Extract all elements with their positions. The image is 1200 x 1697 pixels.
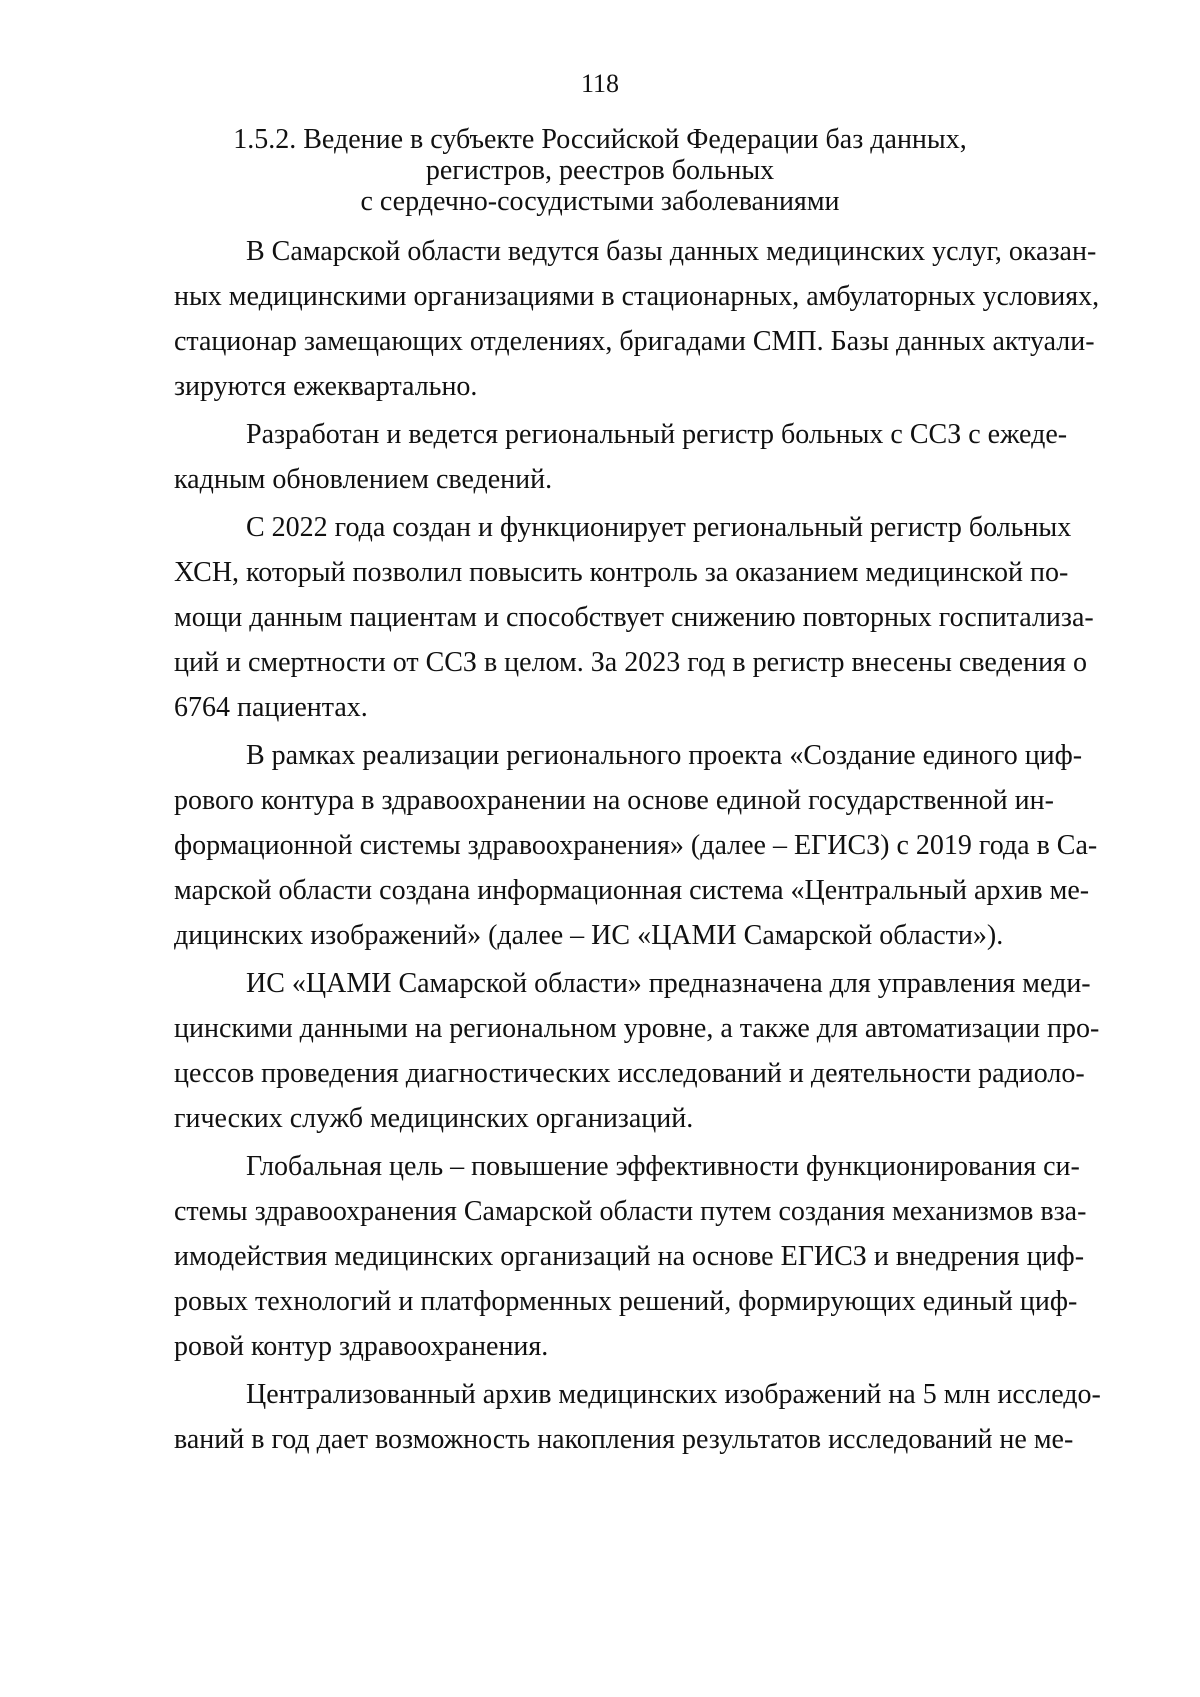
text-line: ХСН, который позволил повысить контроль за оказанием медицинской по- <box>174 557 1069 588</box>
text-line: 6764 пациентах. <box>174 692 368 723</box>
text-line: В рамках реализации регионального проекта «Создание единого циф- <box>246 740 1083 771</box>
text-line: ций и смертности от ССЗ в целом. За 2023 год в регистр внесены сведения о <box>174 647 1087 678</box>
paragraph <box>174 229 1100 409</box>
text-line: ваний в год дает возможность накопления результатов исследований не ме- <box>174 1424 1074 1455</box>
paragraph <box>174 733 1098 958</box>
text-line: имодействия медицинских организаций на основе ЕГИСЗ и внедрения циф- <box>174 1241 1085 1272</box>
text-line: мощи данным пациентам и способствует снижению повторных госпитализа- <box>174 602 1094 633</box>
text-line: рового контура в здравоохранении на основе единой государственной ин- <box>174 785 1054 816</box>
text-line: дицинских изображений» (далее – ИС «ЦАМИ Самарской области»). <box>174 920 1004 951</box>
text-line: цессов проведения диагностических исследований и деятельности радиоло- <box>174 1058 1085 1089</box>
paragraph <box>174 412 1068 502</box>
paragraph <box>174 1372 1101 1462</box>
text-line: С 2022 года создан и функционирует региональный регистр больных <box>246 512 1072 543</box>
text-line: ровой контур здравоохранения. <box>174 1331 549 1362</box>
paragraph <box>174 505 1094 730</box>
body-text <box>174 229 1101 1465</box>
text-line: стационар замещающих отделениях, бригадами СМП. Базы данных актуали- <box>174 326 1095 357</box>
text-line: кадным обновлением сведений. <box>174 464 553 495</box>
heading-line: регистров, реестров больных <box>425 155 775 186</box>
paragraph <box>174 1144 1087 1369</box>
heading-line: 1.5.2. Ведение в субъекте Российской Федерации баз данных, <box>233 124 967 155</box>
text-line: Разработан и ведется региональный регистр больных с ССЗ с ежеде- <box>246 419 1068 450</box>
text-line: ровых технологий и платформенных решений, формирующих единый циф- <box>174 1286 1078 1317</box>
text-line: ных медицинскими организациями в стационарных, амбулаторных условиях, <box>174 281 1100 312</box>
text-line: гических служб медицинских организаций. <box>174 1103 694 1134</box>
text-line: В Самарской области ведутся базы данных медицинских услуг, оказан- <box>246 236 1097 267</box>
page-number: 118 <box>580 69 620 98</box>
text-line: формационной системы здравоохранения» (далее – ЕГИСЗ) с 2019 года в Са- <box>174 830 1098 861</box>
section-heading <box>174 124 1026 217</box>
paragraph <box>174 961 1100 1141</box>
text-line: цинскими данными на региональном уровне, а также для автоматизации про- <box>174 1013 1100 1044</box>
text-line: марской области создана информационная система «Центральный архив ме- <box>174 875 1090 906</box>
text-line: стемы здравоохранения Самарской области путем создания механизмов вза- <box>174 1196 1087 1227</box>
text-line: ИС «ЦАМИ Самарской области» предназначена для управления меди- <box>246 968 1091 999</box>
text-line: Глобальная цель – повышение эффективности функционирования си- <box>246 1151 1080 1182</box>
text-line: Централизованный архив медицинских изображений на 5 млн исследо- <box>246 1379 1101 1410</box>
text-line: зируются ежеквартально. <box>174 371 478 402</box>
heading-line: с сердечно-сосудистыми заболеваниями <box>360 186 840 217</box>
